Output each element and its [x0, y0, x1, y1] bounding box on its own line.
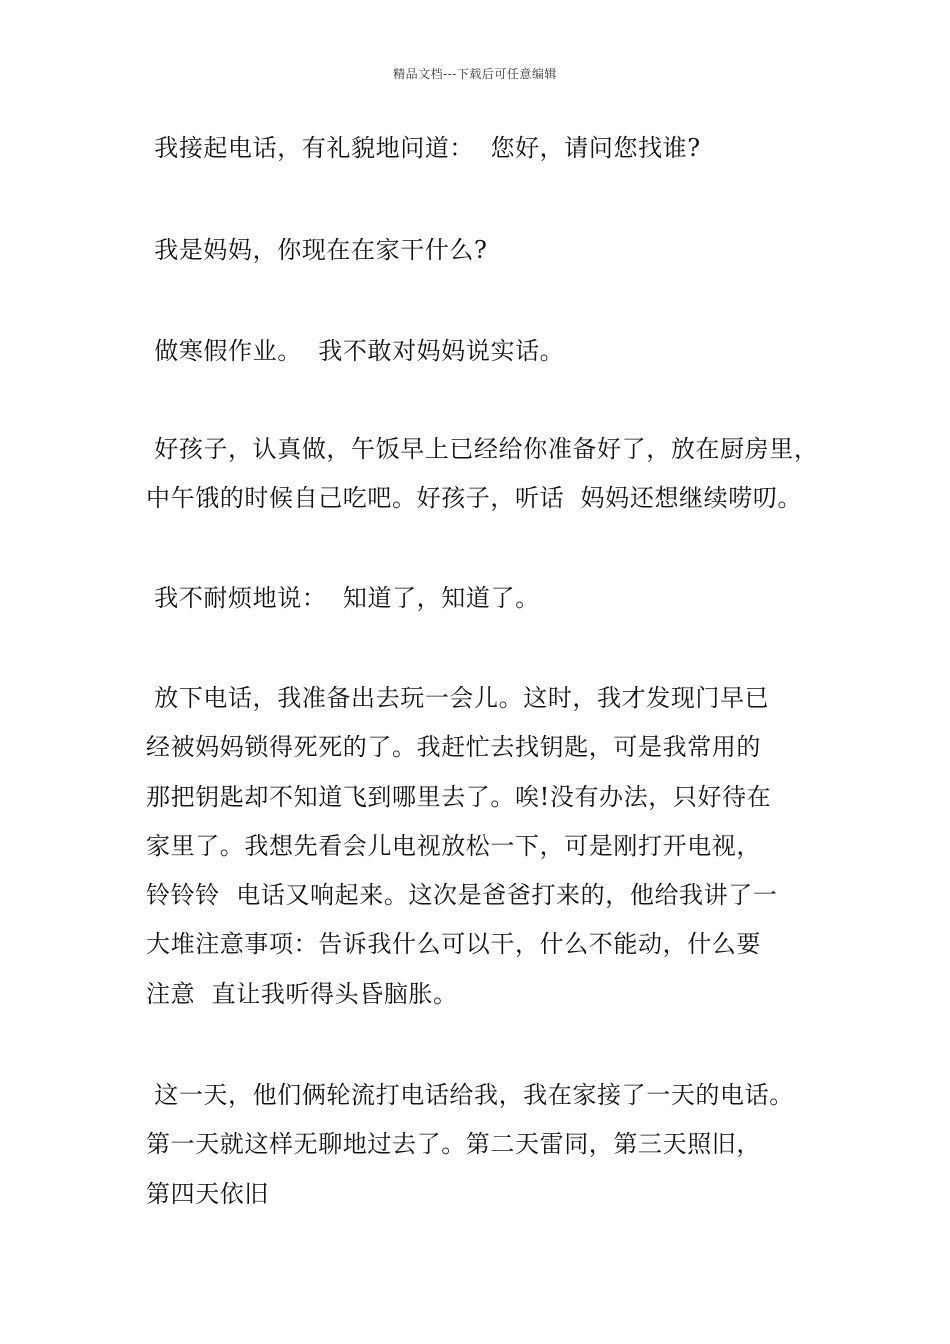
text-line: 第四天依旧: [146, 1180, 269, 1208]
text-line: 经被妈妈锁得死死的了。我赶忙去找钥匙，可是我常用的: [146, 733, 761, 761]
text-line: 大堆注意事项：告诉我什么可以干，什么不能动，什么要: [146, 930, 761, 958]
text-line: 好孩子，认真做，午饭早上已经给你准备好了，放在厨房里，: [146, 435, 819, 463]
text-line: 我是妈妈，你现在在家干什么?: [146, 236, 488, 264]
text-line: 那把钥匙却不知道飞到哪里去了。唉!没有办法，只好待在: [146, 783, 772, 811]
text-line: 做寒假作业。 我不敢对妈妈说实话。: [146, 337, 565, 365]
text-line: 这一天，他们俩轮流打电话给我，我在家接了一天的电话。: [146, 1081, 794, 1109]
text-line: 中午饿的时候自己吃吧。好孩子，听话 妈妈还想继续唠叨。: [146, 484, 803, 512]
text-line: 放下电话，我准备出去玩一会儿。这时，我才发现门早已: [146, 684, 770, 712]
page-header: 精品文档---下载后可任意编辑: [393, 67, 557, 81]
text-line: 铃铃铃 电话又响起来。这次是爸爸打来的，他给我讲了一: [146, 881, 778, 909]
text-line: 第一天就这样无聊地过去了。第二天雷同，第三天照旧，: [146, 1130, 761, 1158]
text-line: 家里了。我想先看会儿电视放松一下，可是刚打开电视，: [146, 832, 761, 860]
text-line: 注意 直让我听得头昏脑胀。: [146, 980, 458, 1008]
text-line: 我接起电话，有礼貌地问道： 您好，请问您找谁?: [146, 134, 701, 162]
text-line: 我不耐烦地说： 知道了，知道了。: [146, 584, 540, 612]
